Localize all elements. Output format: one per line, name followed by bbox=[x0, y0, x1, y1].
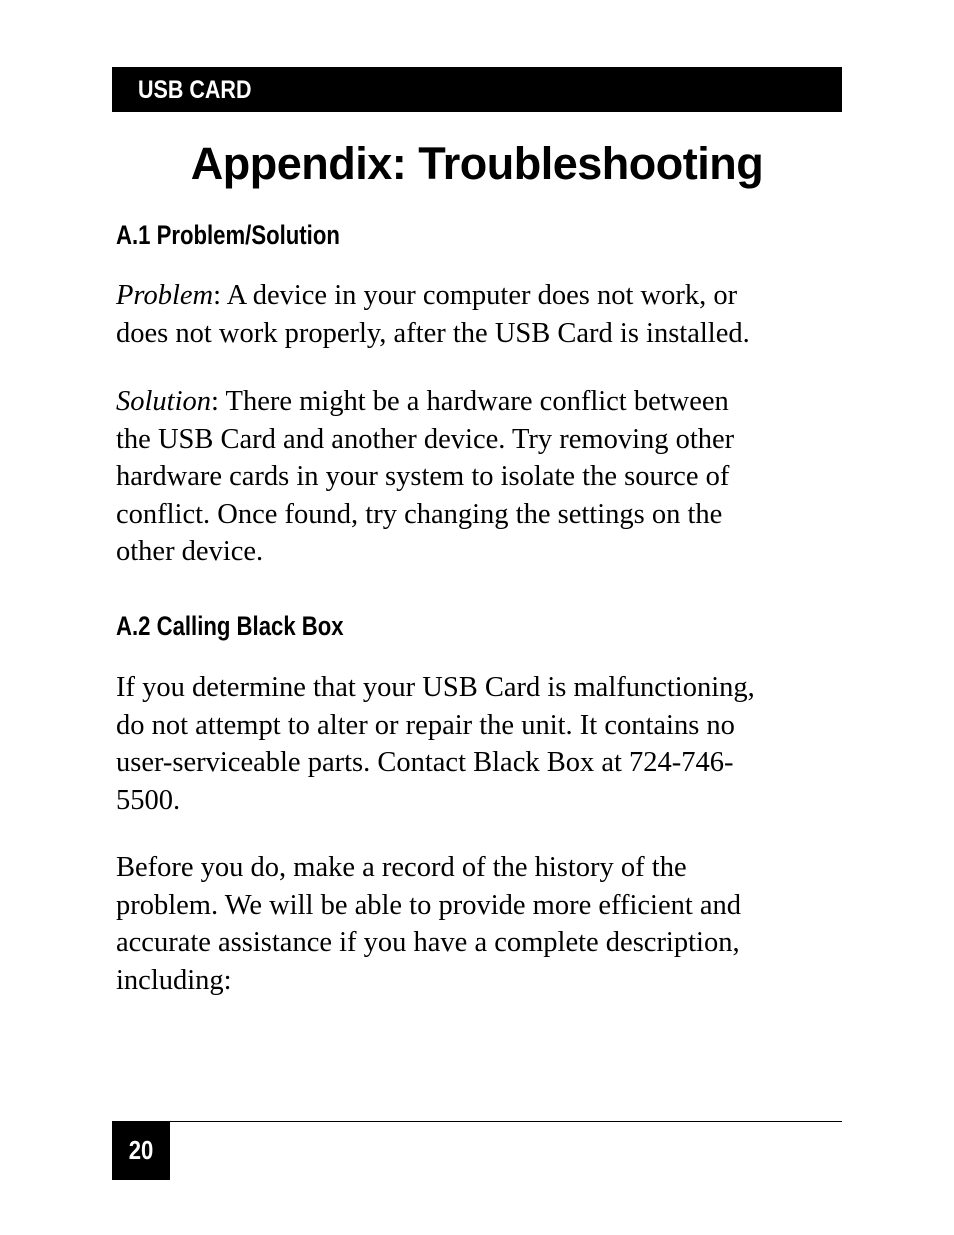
section-heading-calling-black-box: A.2 Calling Black Box bbox=[116, 611, 344, 641]
before-line-4: including: bbox=[116, 964, 232, 996]
before-line-3: accurate assistance if you have a complete description, bbox=[116, 927, 740, 958]
problem-line-1 bbox=[116, 277, 846, 315]
solution-text-1: : There might be a hardware conflict between bbox=[211, 386, 729, 417]
problem-line-2: does not work properly, after the USB Card is installed. bbox=[116, 317, 750, 349]
before-you-call-paragraph bbox=[116, 849, 846, 999]
calling-line-3: user-serviceable parts. Contact Black Box at 724-746- bbox=[116, 747, 734, 778]
solution-line-4: conflict. Once found, try changing the settings on the bbox=[116, 498, 723, 530]
calling-line-1: If you determine that your USB Card is malfunctioning, bbox=[116, 672, 755, 703]
solution-line-5: other device. bbox=[116, 536, 264, 567]
running-header-label: USB CARD bbox=[138, 76, 252, 104]
page-title: Appendix: Troubleshooting bbox=[190, 138, 764, 189]
calling-paragraph bbox=[116, 669, 846, 819]
page-number-box bbox=[112, 1121, 170, 1180]
solution-label: Solution bbox=[116, 386, 212, 417]
calling-line-4: 5500. bbox=[116, 784, 181, 816]
running-header bbox=[112, 67, 842, 112]
calling-line-2: do not attempt to alter or repair the unit. It contains no bbox=[116, 709, 735, 741]
before-line-2: problem. We will be able to provide more efficient and bbox=[116, 889, 742, 921]
before-line-1: Before you do, make a record of the history of the bbox=[116, 852, 687, 883]
problem-label: Problem bbox=[116, 280, 214, 311]
solution-paragraph bbox=[116, 383, 846, 571]
problem-paragraph bbox=[116, 277, 846, 352]
footer-rule bbox=[112, 1121, 842, 1122]
solution-line-3: hardware cards in your system to isolate the source of bbox=[116, 461, 730, 492]
section-heading-problem-solution: A.1 Problem/Solution bbox=[116, 220, 340, 250]
solution-line-2: the USB Card and another device. Try removing other bbox=[116, 423, 735, 455]
problem-text-1: : A device in your computer does not work, or bbox=[213, 280, 738, 311]
page-number: 20 bbox=[128, 1135, 154, 1165]
solution-line-1 bbox=[116, 383, 846, 421]
